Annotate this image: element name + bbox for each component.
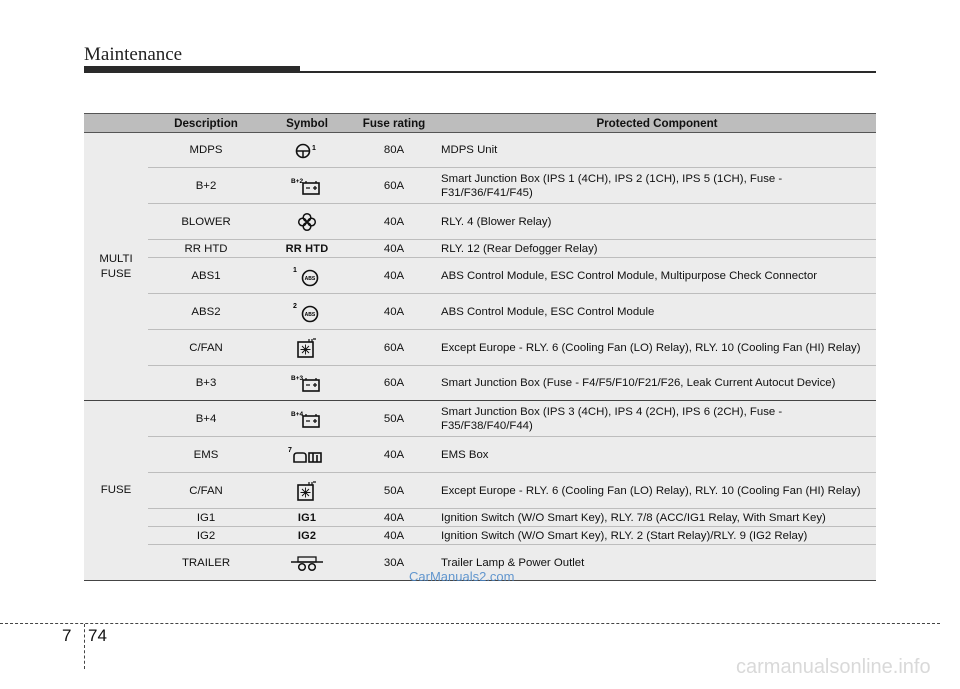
protected-component: Trailer Lamp & Power Outlet [438, 545, 876, 581]
battery-icon [290, 409, 324, 429]
svg-text:B+4: B+4 [291, 410, 304, 418]
fuse-description: B+4 [148, 401, 264, 437]
protected-component: EMS Box [438, 437, 876, 473]
fuse-rating: 80A [350, 133, 438, 168]
fuse-rating: 40A [350, 294, 438, 330]
protected-component: RLY. 12 (Rear Defogger Relay) [438, 240, 876, 258]
svg-text:2: 2 [293, 302, 297, 310]
protected-component: Except Europe - RLY. 6 (Cooling Fan (LO) Relay), RLY. 10 (Cooling Fan (HI) Relay) [438, 473, 876, 509]
fuse-rating: 40A [350, 240, 438, 258]
fuse-rating: 50A [350, 473, 438, 509]
fuse-description: B+2 [148, 168, 264, 204]
svg-text:1: 1 [312, 145, 316, 152]
table-row [84, 258, 876, 294]
table-row [84, 330, 876, 366]
fuse-symbol [264, 366, 350, 401]
protected-component: Smart Junction Box (IPS 1 (4CH), IPS 2 (1CH), IPS 5 (1CH), Fuse - F31/F36/F41/F45) [438, 168, 876, 204]
mdps-icon [294, 141, 320, 159]
fuse-description: BLOWER [148, 204, 264, 240]
trailer-icon [289, 553, 325, 573]
ems-icon [287, 445, 327, 465]
fan-icon [297, 212, 317, 232]
svg-text:B+3: B+3 [291, 375, 304, 382]
protected-component: RLY. 4 (Blower Relay) [438, 204, 876, 240]
watermark-center: CarManuals2.com [409, 569, 515, 584]
fuse-symbol [264, 437, 350, 473]
protected-component: MDPS Unit [438, 133, 876, 168]
fuse-description: TRAILER [148, 545, 264, 581]
fuse-symbol [264, 204, 350, 240]
fuse-symbol [264, 240, 350, 258]
footer-divider [0, 623, 940, 624]
chapter-number: 7 [62, 626, 72, 645]
fuse-rating: 40A [350, 258, 438, 294]
fuse-symbol [264, 473, 350, 509]
fuse-symbol [264, 133, 350, 168]
header-rule [84, 71, 876, 73]
fuse-description: C/FAN [148, 330, 264, 366]
col-header-fuse-rating: Fuse rating [350, 114, 438, 133]
table-row [84, 204, 876, 240]
col-header-protected-component: Protected Component [438, 114, 876, 133]
rr-htd-symbol-text: RR HTD [285, 242, 329, 255]
protected-component: Ignition Switch (W/O Smart Key), RLY. 7/8 (ACC/IG1 Relay, With Smart Key) [438, 509, 876, 527]
svg-text:1: 1 [293, 266, 297, 274]
col-header-description: Description [148, 114, 264, 133]
fuse-rating: 60A [350, 366, 438, 401]
fuse-symbol [264, 401, 350, 437]
table-row [84, 527, 876, 545]
battery-icon [290, 373, 324, 393]
fuse-rating: 60A [350, 168, 438, 204]
protected-component: Except Europe - RLY. 6 (Cooling Fan (LO) Relay), RLY. 10 (Cooling Fan (HI) Relay) [438, 330, 876, 366]
fuse-symbol [264, 168, 350, 204]
fuse-description: ABS1 [148, 258, 264, 294]
svg-text:ABS: ABS [304, 275, 316, 282]
battery-icon [290, 176, 324, 196]
table-row [84, 240, 876, 258]
svg-text:B+2: B+2 [291, 177, 304, 185]
group-label-multi-fuse: MULTI FUSE [84, 133, 148, 401]
table-row [84, 168, 876, 204]
abs-icon [292, 265, 322, 287]
table-row [84, 509, 876, 527]
fuse-table [84, 113, 876, 581]
fuse-description: EMS [148, 437, 264, 473]
fuse-description: C/FAN [148, 473, 264, 509]
table-row [84, 366, 876, 401]
fuse-symbol [264, 330, 350, 366]
fuse-description: RR HTD [148, 240, 264, 258]
table-row [84, 473, 876, 509]
cooling-fan-icon [295, 337, 319, 359]
ig1-symbol-text: IG1 [297, 511, 317, 524]
table-row [84, 437, 876, 473]
col-header-symbol: Symbol [264, 114, 350, 133]
table-row [84, 133, 876, 168]
fuse-rating: 40A [350, 509, 438, 527]
table-row [84, 401, 876, 437]
svg-text:ABS: ABS [304, 311, 316, 318]
fuse-description: MDPS [148, 133, 264, 168]
fuse-symbol [264, 527, 350, 545]
cooling-fan-icon [295, 480, 319, 502]
group-label-fuse: FUSE [84, 401, 148, 581]
protected-component: Ignition Switch (W/O Smart Key), RLY. 2 (Start Relay)/RLY. 9 (IG2 Relay) [438, 527, 876, 545]
table-row [84, 294, 876, 330]
table-header-row [84, 114, 876, 133]
fuse-symbol [264, 258, 350, 294]
fuse-rating: 40A [350, 527, 438, 545]
fuse-rating: 40A [350, 204, 438, 240]
fuse-symbol [264, 509, 350, 527]
fuse-symbol [264, 545, 350, 581]
fuse-rating: 60A [350, 330, 438, 366]
protected-component: Smart Junction Box (Fuse - F4/F5/F10/F21/F26, Leak Current Autocut Device) [438, 366, 876, 401]
page-title: Maintenance [84, 44, 183, 65]
fuse-rating: 40A [350, 437, 438, 473]
col-header-group [84, 114, 148, 133]
fuse-rating: 30A [350, 545, 438, 581]
fuse-description: IG1 [148, 509, 264, 527]
footer-vertical-divider [84, 624, 85, 669]
fuse-symbol [264, 294, 350, 330]
protected-component: Smart Junction Box (IPS 3 (4CH), IPS 4 (2CH), IPS 6 (2CH), Fuse - F35/F38/F40/F44) [438, 401, 876, 437]
page-number: 74 [88, 626, 107, 645]
fuse-description: IG2 [148, 527, 264, 545]
ig2-symbol-text: IG2 [297, 529, 317, 542]
fuse-rating: 50A [350, 401, 438, 437]
fuse-description: ABS2 [148, 294, 264, 330]
abs-icon [292, 301, 322, 323]
protected-component: ABS Control Module, ESC Control Module [438, 294, 876, 330]
watermark-corner: carmanualsonline.info [736, 656, 931, 678]
fuse-description: B+3 [148, 366, 264, 401]
svg-text:7: 7 [288, 446, 292, 454]
protected-component: ABS Control Module, ESC Control Module, Multipurpose Check Connector [438, 258, 876, 294]
